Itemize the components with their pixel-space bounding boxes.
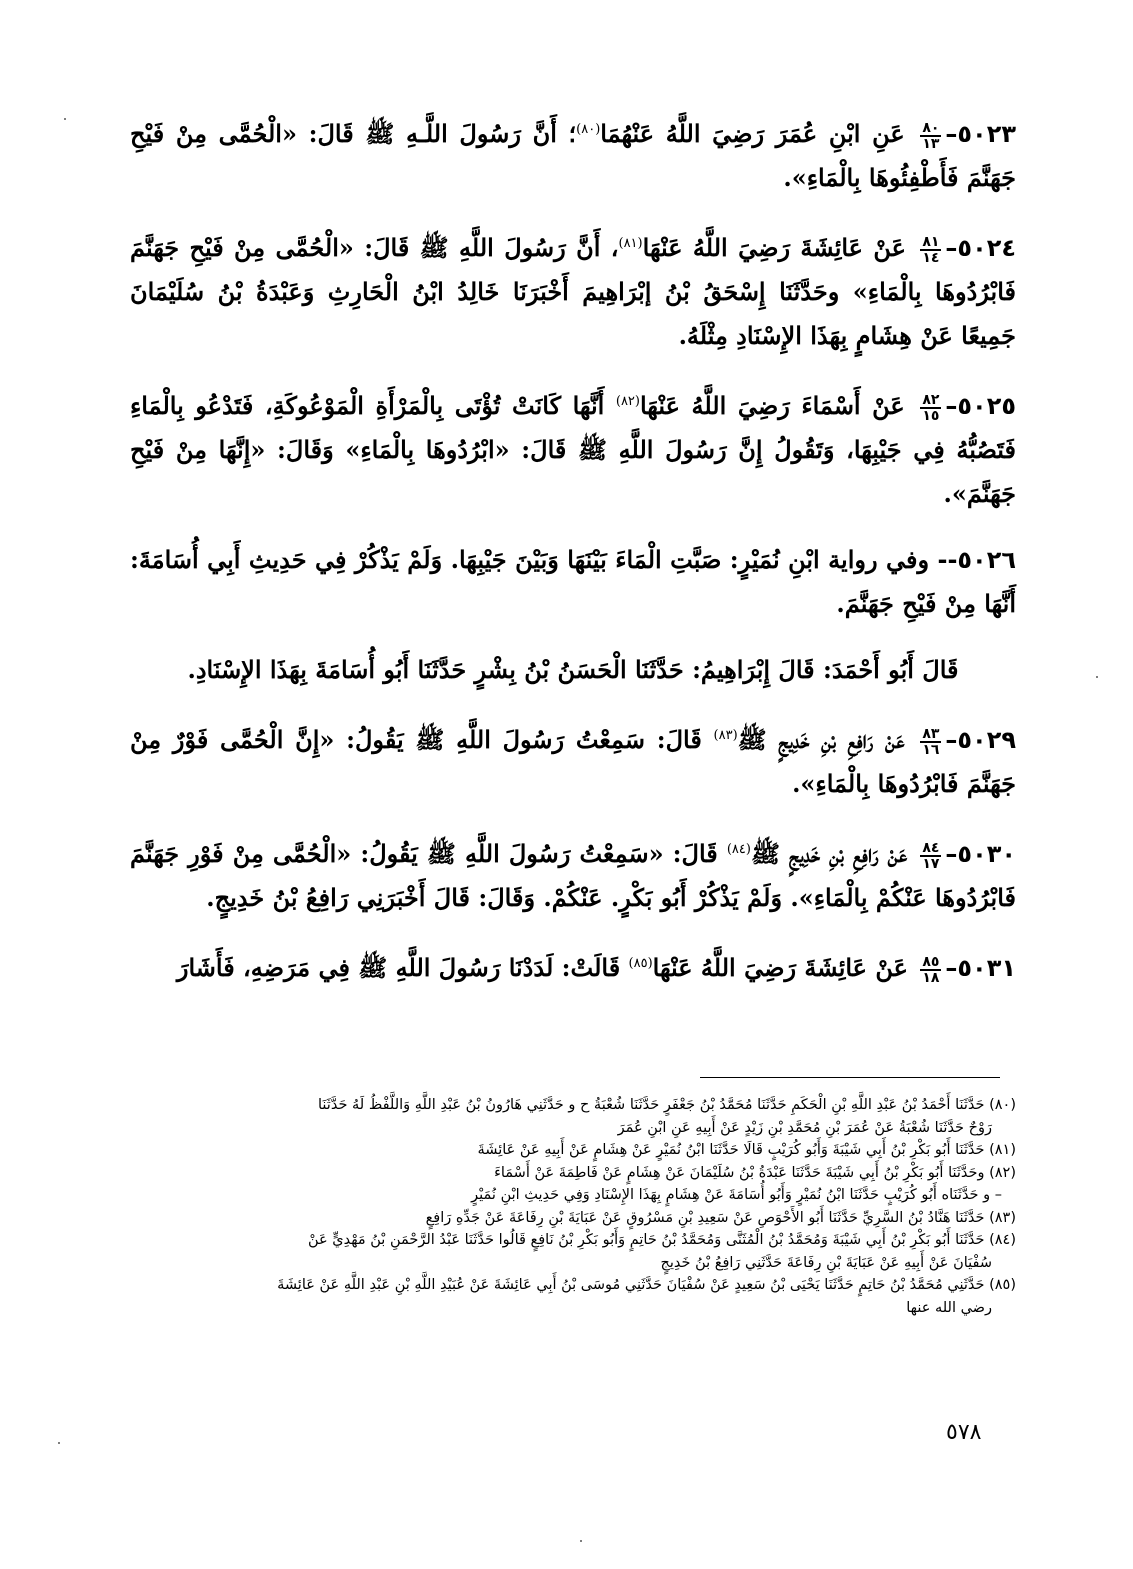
fraction-top: ٨٠	[922, 119, 940, 136]
hadith-text-b: ؛ أَنَّ رَسُولَ اللَّـهِ ﷺ قَالَ: «الْحُمَّى مِنْ فَيْحِ جَهَنَّمَ فَأَطْفِئُوهَا بِالْمَاءِ».	[130, 119, 1016, 192]
fraction-bottom: ١٤	[922, 249, 940, 266]
hadith-number: ٥٠٢٥	[957, 392, 1016, 420]
main-text	[130, 108, 1016, 1012]
footnote-line: رَوْحٌ حَدَّثَنَا شُعْبَةُ عَنْ عُمَرَ بْنِ مُحَمَّدِ بْنِ زَيْدٍ عَنْ أَبِيهِ عَنِ ابْنِ عُمَرَ	[617, 1119, 992, 1136]
hadith-5023	[130, 108, 1016, 200]
fraction-top: ٨١	[922, 233, 940, 250]
footnote-line: (٨٢) وحَدَّثَنَا أَبُو بَكْرِ بْنُ أَبِي شَيْبَةَ حَدَّثَنَا عَبْدَةُ بْنُ سُلَيْمَانَ عَنْ هِشَامٍ عَنْ فَاطِمَةَ عَنْ أَسْمَاءَ	[494, 1164, 1016, 1181]
footnote-line: (٨٥) حَدَّثَنِي مُحَمَّدُ بْنُ حَاتِمٍ حَدَّثَنَا يَحْيَى بْنُ سَعِيدٍ عَنْ سُفْيَانَ حَدَّثَنِي مُوسَى بْنُ أَبِي عَائِشَةَ عَنْ عُبَيْدِ اللَّهِ بْنِ عَبْدِ اللَّهِ عَنْ عَائِشَةَ	[277, 1277, 1016, 1293]
hadith-dash: –	[945, 954, 958, 982]
hadith-text-b: قَالَ: «سَمِعْتُ رَسُولَ اللَّهِ ﷺ يَقُولُ: «الْحُمَّى مِنْ فَوْرِ جَهَنَّمَ فَابْرُدُوهَا عَنْكُمْ بِالْمَاءِ». وَلَمْ يَذْكُرْ أَبُو بَكْرٍ. عَنْكُمْ. وَقَالَ: قَالَ أَخْبَرَنِي رَافِعُ بْنُ خَدِيجٍ.	[130, 839, 1016, 912]
hadith-text-a: عَنْ عَائِشَةَ رَضِيَ اللَّهُ عَنْهَا	[652, 953, 917, 982]
hadith-dash: --	[937, 546, 958, 574]
hadith-text-a: عَنْ عَائِشَةَ رَضِيَ اللَّهُ عَنْهَا	[642, 233, 917, 262]
hadith-ref-fraction	[920, 121, 941, 151]
footnote-line: (٨١) حَدَّثَنَا أَبُو بَكْرِ بْنُ أَبِي شَيْبَةَ وَأَبُو كُرَيْبٍ قَالَا حَدَّثَنَا ابْنُ نُمَيْرٍ عَنْ هِشَامٍ عَنْ أَبِيهِ عَنْ عَائِشَةَ	[477, 1142, 1016, 1158]
hadith-5024	[130, 222, 1016, 358]
hadith-dash: –	[945, 840, 958, 868]
fraction-bottom: ١٥	[922, 407, 940, 424]
fraction-bottom: ١٧	[922, 855, 940, 872]
footnote-ref: (٨٠)	[576, 122, 601, 137]
footnote-ref: (٨٣)	[713, 728, 738, 743]
hadith-text-b: أَنَّهَا كَانَتْ تُؤْتَى بِالْمَرْأَةِ الْمَوْعُوكَةِ، فَتَدْعُو بِالْمَاءِ فَتَصُبُّهُ فِي جَيْبِهَا، وَتَقُولُ إِنَّ رَسُولَ اللَّهِ ﷺ قَالَ: «ابْرُدُوهَا بِالْمَاءِ» وَقَالَ: «إِنَّهَا مِنْ فَيْحِ جَهَنَّمَ».	[130, 391, 1016, 508]
hadith-text-a: عَنْ رَافِعِ بْنِ خَدِيجٍ ﷺ	[750, 839, 917, 868]
hadith-dash: –	[945, 234, 958, 262]
fraction-top: ٨٣	[922, 725, 940, 742]
scan-speck	[580, 1540, 582, 1542]
hadith-text-a: عَنْ أَسْمَاءَ رَضِيَ اللَّهُ عَنْهَا	[639, 391, 917, 420]
fraction-bottom: ١٦	[922, 741, 940, 758]
scan-speck	[1096, 676, 1098, 678]
hadith-number: ٥٠٢٣	[957, 120, 1016, 148]
footnote-line: – و حَدَّثَنَاه أَبُو كُرَيْبٍ حَدَّثَنَا ابْنُ نُمَيْرٍ وَأَبُو أُسَامَةَ عَنْ هِشَامٍ بِهَذَا الإِسْنَادِ وَفِي حَدِيثِ ابْنِ نُمَيْرٍ	[471, 1187, 1002, 1203]
hadith-5031	[130, 942, 1016, 990]
footnote-line: (٨٣) حَدَّثَنَا هَنَّادُ بْنُ السَّرِيِّ حَدَّثَنَا أَبُو الأَحْوَصِ عَنْ سَعِيدِ بْنِ مَسْرُوقٍ عَنْ عَبَايَةَ بْنِ رِفَاعَةَ عَنْ جَدِّهِ رَافِعٍ	[425, 1209, 1016, 1226]
hadith-text-a: عَنِ ابْنِ عُمَرَ رَضِيَ اللَّهُ عَنْهُمَا	[600, 119, 917, 148]
hadith-dash: –	[945, 120, 958, 148]
narrator-note-line: قَالَ أَبُو أَحْمَدَ: قَالَ إِبْرَاهِيمُ: حَدَّثَنَا الْحَسَنُ بْنُ بِشْرٍ حَدَّثَنَا أَبُو أُسَامَةَ بِهَذَا الإِسْنَادِ.	[187, 655, 959, 684]
hadith-text-a: عَنْ رَافِعِ بْنِ خَدِيجٍ ﷺ	[737, 725, 917, 754]
fraction-top: ٨٤	[922, 839, 940, 856]
page-number: ٥٧٨	[946, 1420, 982, 1445]
footnote-ref: (٨٤)	[726, 842, 751, 857]
footnote-ref: (٨٥)	[628, 956, 653, 971]
hadith-5025	[130, 380, 1016, 516]
fraction-bottom: ١٨	[922, 969, 940, 986]
hadith-text-b: ، أَنَّ رَسُولَ اللَّهِ ﷺ قَالَ: «الْحُمَّى مِنْ فَيْحِ جَهَنَّمَ فَابْرُدُوهَا بِالْمَاءِ» وحَدَّثَنَا إِسْحَقُ بْنُ إبْرَاهِيمَ أَخْبَرَنَا خَالِدُ ابْنُ الْحَارِثِ وَعَبْدَةُ بْنُ سُلَيْمَانَ جَمِيعًا عَنْ هِشَامٍ بِهَذَا الإِسْنَادِ مِثْلَهُ.	[130, 233, 1016, 350]
hadith-number: ٥٠٣٠	[957, 840, 1017, 868]
fraction-bottom: ١٣	[922, 135, 940, 152]
footnote-line: (٨٤) حَدَّثَنَا أَبُو بَكْرِ بْنُ أَبِي شَيْبَةَ وَمُحَمَّدُ بْنُ الْمُثَنَّى وَمُحَمَّدُ بْنُ حَاتِمٍ وَأَبُو بَكْرِ بْنُ نَافِعٍ قَالُوا حَدَّثَنَا عَبْدُ الرَّحْمَنِ بْنُ مَهْدِيٍّ عَنْ	[307, 1232, 1016, 1248]
footnote-separator	[700, 1077, 1000, 1078]
hadith-ref-fraction	[920, 393, 941, 423]
footnote-ref: (٨٢)	[615, 394, 640, 409]
hadith-number: ٥٠٢٦	[957, 546, 1016, 574]
hadith-ref-fraction	[920, 235, 941, 265]
scan-speck	[58, 1442, 60, 1444]
hadith-ref-fraction	[920, 727, 941, 757]
hadith-number: ٥٠٢٤	[957, 234, 1017, 262]
hadith-text-b: قَالَتْ: لَدَدْنَا رَسُولَ اللَّهِ ﷺ فِي مَرَضِهِ، فَأَشَارَ	[176, 953, 629, 982]
footnotes	[130, 1094, 1016, 1319]
footnote-line: رضي الله عنها	[906, 1299, 992, 1316]
hadith-dash: –	[945, 392, 958, 420]
fraction-top: ٨٥	[922, 953, 940, 970]
footnote-line: سُفْيَانَ عَنْ أَبِيهِ عَنْ عَبَايَةَ بْنِ رِفَاعَةَ حَدَّثَنِي رَافِعُ بْنُ خَدِيجٍ	[660, 1254, 992, 1271]
hadith-5029	[130, 714, 1016, 806]
fraction-top: ٨٢	[922, 391, 940, 408]
scan-speck	[64, 118, 66, 120]
hadith-dash: –	[945, 726, 958, 754]
footnote-ref: (٨١)	[618, 236, 643, 251]
hadith-ref-fraction	[920, 841, 941, 871]
hadith-number: ٥٠٣١	[957, 954, 1016, 982]
hadith-5026	[130, 538, 1016, 626]
hadith-text-b: قَالَ: سَمِعْتُ رَسُولَ اللَّهِ ﷺ يَقُولُ: «إِنَّ الْحُمَّى فَوْرٌ مِنْ جَهَنَّمَ فَابْرُدُوهَا بِالْمَاءِ».	[130, 725, 1016, 798]
footnote-line: (٨٠) حَدَّثَنَا أَحْمَدُ بْنُ عَبْدِ اللَّهِ بْنِ الْحَكَمِ حَدَّثَنَا مُحَمَّدُ بْنُ جَعْفَرٍ حَدَّثَنَا شُعْبَةُ ح و حَدَّثَنِي هَارُونُ بْنُ عَبْدِ اللَّهِ وَاللَّفْظُ لَهُ حَدَّثَنَا	[318, 1097, 1016, 1113]
hadith-text-a: وفي رواية ابْنِ نُمَيْرٍ: صَبَّتِ الْمَاءَ بَيْنَهَا وَبَيْنَ جَيْبِهَا. وَلَمْ يَذْكُرْ فِي حَدِيثِ أَبِي أُسَامَةَ: أَنَّهَا مِنْ فَيْحِ جَهَنَّمَ.	[130, 545, 1016, 618]
hadith-5030	[130, 828, 1016, 920]
hadith-number: ٥٠٢٩	[957, 726, 1016, 754]
hadith-ref-fraction	[920, 955, 941, 985]
